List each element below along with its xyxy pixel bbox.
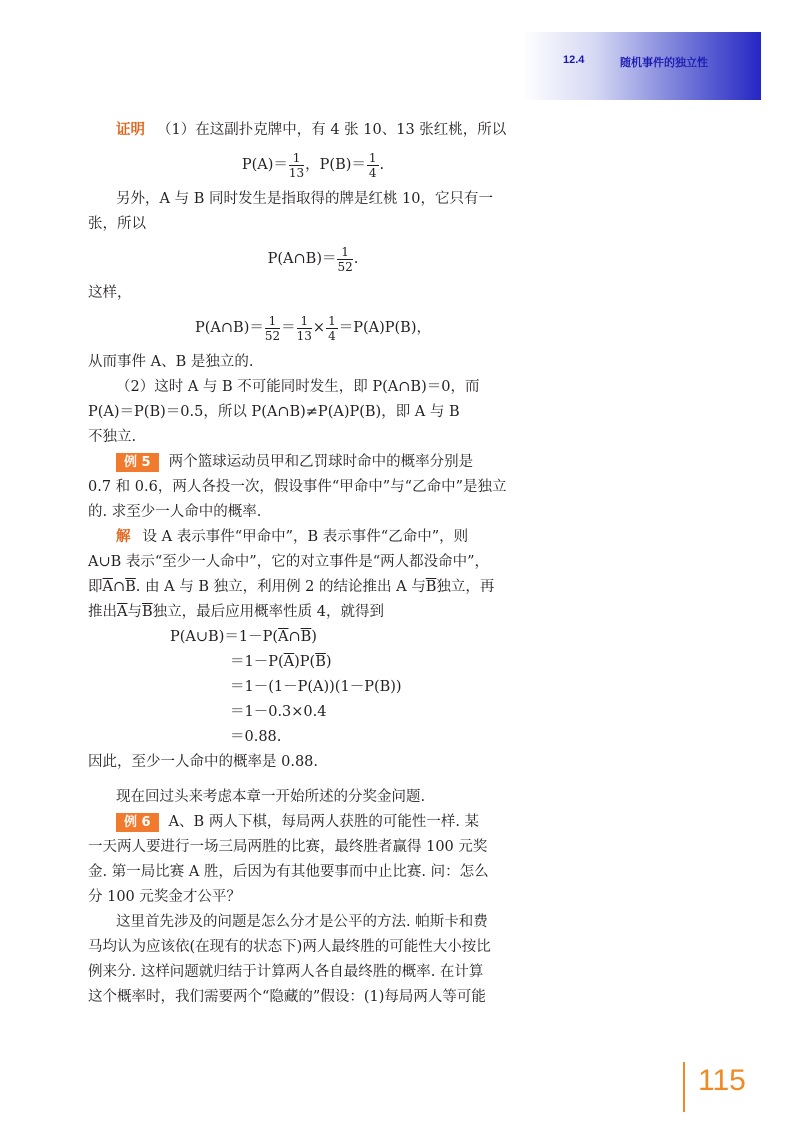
proof-line-5: 从而事件 A、B 是独立的.	[88, 354, 254, 370]
solution-label: 解	[116, 529, 131, 545]
solution-line-2: A∪B 表示“至少一人命中”，它的对立事件是“两人都没命中”，	[88, 554, 490, 570]
example-6-line-2: 一天两人要进行一场三局两胜的比赛，最终胜者赢得 100 元奖	[88, 839, 488, 855]
page-number: 115	[698, 1064, 746, 1097]
section-title: 随机事件的独立性	[620, 56, 708, 69]
solution-conclusion: 因此，至少一人命中的概率是 0.88.	[88, 754, 319, 770]
formula-pa-pb: P(A)＝ $\frac{1}{13}$ ，P(B)＝ $\frac{1}{4}$ .	[241, 150, 385, 180]
example-6-line-3: 金. 第一局比赛 A 胜，后因为有其他要事而中止比赛. 问：怎么	[88, 864, 489, 880]
final-line-2: 马均认为应该依(在现有的状态下)两人最终胜的可能性大小按比	[88, 939, 491, 955]
fraction: $\frac{1}{52}$	[264, 313, 281, 343]
equation-line-5: ＝0.88.	[230, 729, 282, 745]
proof-line-4: 这样，	[88, 285, 132, 301]
equation-line-1: $P(A\cup B)=1-P(\overline{A}\cap\overline{B})$	[170, 629, 317, 645]
equation-line-2: $=1-P(\overline{A})P(\overline{B})$	[230, 654, 332, 670]
example-6-badge: 例 6	[116, 813, 159, 832]
example-5-line-1: 例 5 两个篮球运动员甲和乙罚球时命中的概率分别是	[88, 450, 538, 475]
solution-line-3: 即$\overline{A}\cap\overline{B}$. 由 A 与 B 独立，利用例 2 的结论推出 A 与$\overline{B}$独立，再	[88, 579, 495, 595]
section-number: 12.4	[563, 54, 585, 66]
example-6-line-4: 分 100 元奖金才公平？	[88, 889, 241, 905]
fraction: $\frac{1}{13}$	[296, 313, 312, 343]
proof-line-3: 张，所以	[88, 216, 146, 232]
final-line-4: 这个概率时，我们需要两个“隐藏的”假设：(1)每局两人等可能	[88, 989, 486, 1005]
equation-line-4: ＝1－0.3×0.4	[230, 704, 327, 720]
fraction: $\frac{1}{52}$	[337, 244, 353, 274]
proof-line-2: 另外，A 与 B 同时发生是指取得的牌是红桃 10，它只有一	[116, 191, 494, 207]
fraction: $\frac{1}{4}$	[368, 150, 377, 180]
formula-independence-check: P(A∩B)＝ $\frac{1}{52}$ ＝ $\frac{1}{13}$ × $\frac{1}{4}$ ＝P(A)P(B)，	[195, 313, 431, 343]
solution-line-4: 推出$\overline{A}$与$\overline{B}$独立，最后应用概率性质 4，就得到	[88, 604, 384, 620]
proof-label: 证明	[116, 122, 145, 138]
example-5-badge: 例 5	[116, 453, 159, 472]
formula-p-intersection: P(A∩B)＝ $\frac{1}{52}$ .	[267, 244, 359, 274]
final-line-3: 例来分. 这样问题就归结于计算两人各自最终胜的概率. 在计算	[88, 964, 484, 980]
example-5-line-3: 的. 求至少一人命中的概率.	[88, 504, 262, 520]
fraction: $\frac{1}{4}$	[328, 313, 336, 343]
proof-line-7: P(A)＝P(B)＝0.5，所以 P(A∩B)≠P(A)P(B)，即 A 与 B	[88, 404, 460, 420]
proof-line-8: 不独立.	[88, 429, 137, 445]
page-content	[88, 118, 538, 1010]
proof-line-1: 证明 （1）在这副扑克牌中，有 4 张 10、13 张红桃，所以	[116, 122, 507, 138]
fraction: $\frac{1}{13}$	[288, 150, 305, 180]
equation-line-3: ＝1－(1－P(A))(1－P(B))	[230, 679, 402, 695]
final-line-1: 这里首先涉及的问题是怎么分才是公平的方法. 帕斯卡和费	[116, 914, 488, 930]
page-number-rule	[683, 1062, 685, 1112]
solution-line-1: 解 设 A 表示事件“甲命中”，B 表示事件“乙命中”，则	[116, 529, 469, 545]
example-5-line-2: 0.7 和 0.6，两人各投一次，假设事件“甲命中”与“乙命中”是独立	[88, 479, 507, 495]
example-6-line-1: 例 6 A、B 两人下棋，每局两人获胜的可能性一样. 某	[88, 810, 538, 835]
transition-text: 现在回过头来考虑本章一开始所述的分奖金问题.	[116, 789, 426, 805]
proof-line-6: （2）这时 A 与 B 不可能同时发生，即 P(A∩B)＝0，而	[116, 379, 480, 395]
